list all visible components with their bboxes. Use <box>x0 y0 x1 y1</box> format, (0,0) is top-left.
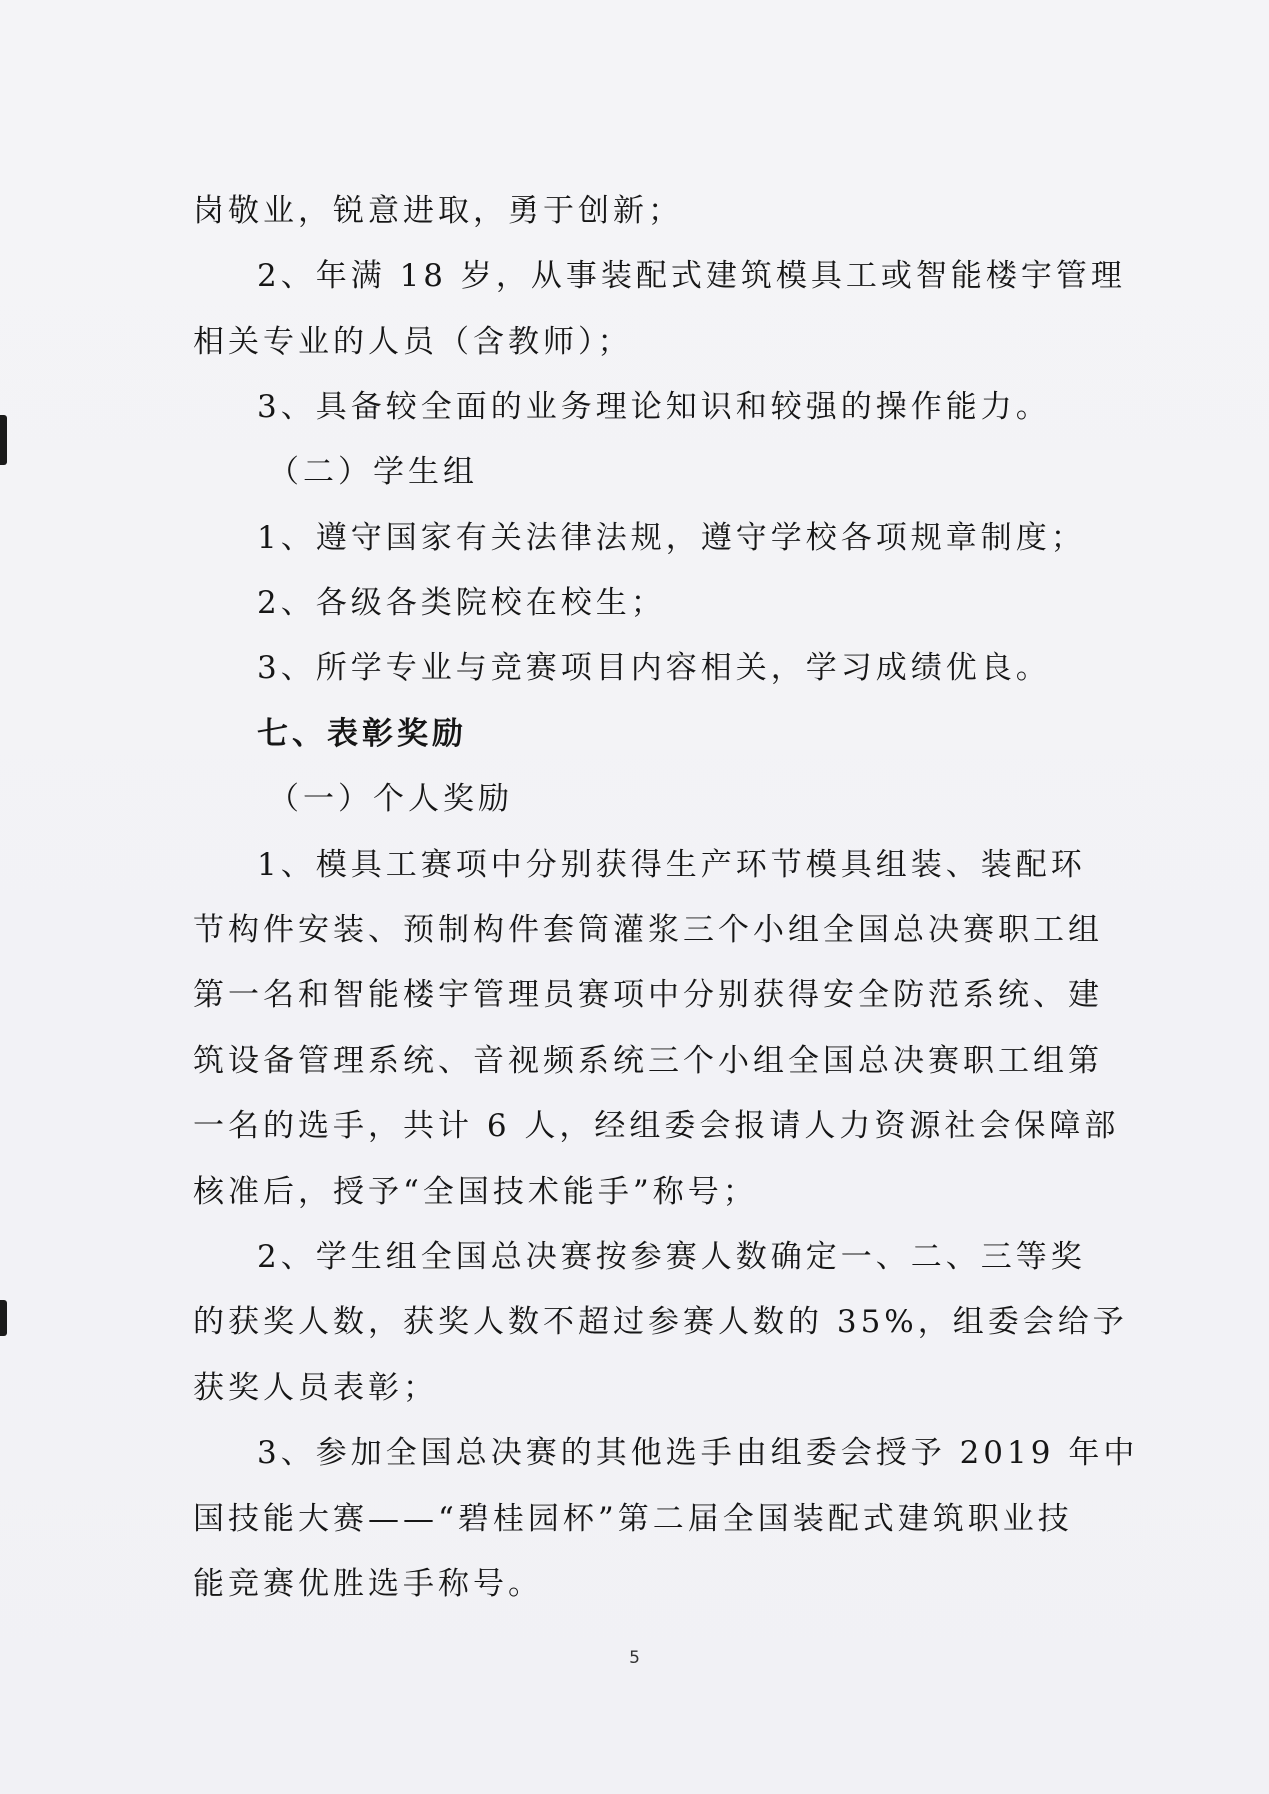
body-line: 一名的选手，共计 6 人，经组委会报请人力资源社会保障部 <box>193 1108 1120 1144</box>
body-line: 1、遵守国家有关法律法规，遵守学校各项规章制度； <box>257 520 1086 556</box>
page-number: 5 <box>629 1648 640 1668</box>
binder-hole-mark <box>0 1300 7 1336</box>
body-line: 3、参加全国总决赛的其他选手由组委会授予 2019 年中 <box>257 1435 1139 1471</box>
body-line: 2、各级各类院校在校生； <box>257 585 666 621</box>
body-line: 第一名和智能楼宇管理员赛项中分别获得安全防范系统、建 <box>193 977 1103 1013</box>
body-line: 岗敬业，锐意进取，勇于创新； <box>193 193 683 229</box>
body-line: 国技能大赛——“碧桂园杯”第二届全国装配式建筑职业技 <box>193 1501 1073 1537</box>
body-line: 相关专业的人员（含教师）； <box>193 324 633 360</box>
section-heading: 七、表彰奖励 <box>257 716 467 752</box>
body-line: 核准后，授予“全国技术能手”称号； <box>193 1174 758 1210</box>
body-line: 3、所学专业与竞赛项目内容相关，学习成绩优良。 <box>257 650 1051 686</box>
body-line: 2、学生组全国总决赛按参赛人数确定一、二、三等奖 <box>257 1239 1086 1275</box>
section-subheading: （二）学生组 <box>268 454 478 490</box>
body-line: 筑设备管理系统、音视频系统三个小组全国总决赛职工组第 <box>193 1043 1103 1079</box>
body-line: 的获奖人数，获奖人数不超过参赛人数的 35%，组委会给予 <box>193 1304 1128 1340</box>
body-line: 获奖人员表彰； <box>193 1370 438 1406</box>
binder-hole-mark <box>0 415 7 465</box>
body-line: 能竞赛优胜选手称号。 <box>193 1566 543 1602</box>
body-line: 1、模具工赛项中分别获得生产环节模具组装、装配环 <box>257 847 1086 883</box>
section-subheading: （一）个人奖励 <box>268 781 513 817</box>
body-line: 3、具备较全面的业务理论知识和较强的操作能力。 <box>257 389 1051 425</box>
body-line: 节构件安装、预制构件套筒灌浆三个小组全国总决赛职工组 <box>193 912 1103 948</box>
body-line: 2、年满 18 岁，从事装配式建筑模具工或智能楼宇管理 <box>257 258 1126 294</box>
